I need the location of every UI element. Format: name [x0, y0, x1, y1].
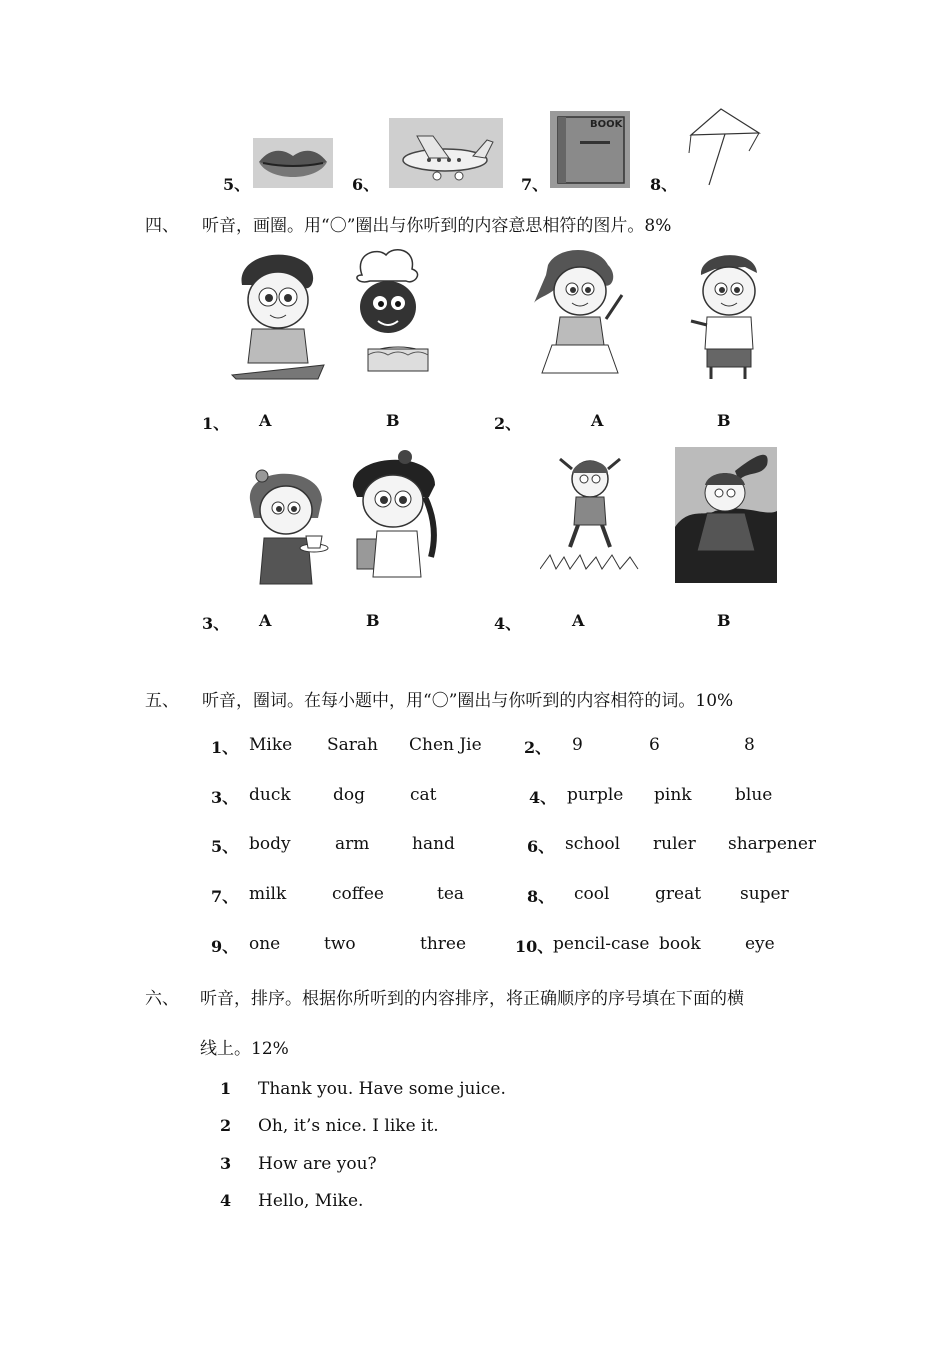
question-number: 5、	[211, 837, 239, 856]
word-option[interactable]: coffee	[332, 884, 384, 904]
word-option[interactable]: duck	[249, 785, 291, 805]
section-instruction: 听音，圈词。在每小题中，用“〇”圈出与你听到的内容相符的词。10%	[202, 691, 734, 711]
word-option[interactable]: one	[249, 934, 281, 954]
section-instruction: 听音，画圈。用“〇”圈出与你听到的内容意思相符的图片。8%	[202, 216, 672, 236]
kite-picture	[685, 105, 765, 187]
word-option[interactable]: super	[740, 884, 789, 904]
item-number: 5、	[223, 175, 251, 194]
word-option[interactable]: Mike	[249, 735, 293, 755]
section-index: 六、	[145, 989, 179, 1009]
word-option[interactable]: hand	[412, 834, 455, 854]
section-instruction: 听音，排序。根据你所听到的内容排序，将正确顺序的序号填在下面的横	[200, 989, 744, 1009]
boy-jumping-picture	[540, 455, 640, 575]
item-number: 6、	[352, 175, 380, 194]
sentence-number: 3	[220, 1154, 232, 1173]
chef-boy-cake-picture	[340, 245, 448, 380]
question-number: 4、	[529, 788, 557, 807]
item-number: 7、	[521, 175, 549, 194]
word-option[interactable]: great	[655, 884, 702, 904]
question-number: 2、	[524, 738, 552, 757]
question-number: 4、	[494, 614, 522, 633]
word-option[interactable]: three	[420, 934, 467, 954]
question-number: 10、	[515, 937, 554, 956]
boy-sitting-picture	[228, 245, 328, 380]
girl-tea-picture	[240, 460, 335, 588]
plane-picture	[389, 118, 503, 188]
word-option[interactable]: blue	[735, 785, 773, 805]
sentence-number: 2	[220, 1116, 232, 1135]
word-option[interactable]: 9	[572, 735, 583, 755]
word-option[interactable]: body	[249, 834, 291, 854]
lips-picture	[253, 138, 333, 188]
question-number: 6、	[527, 837, 555, 856]
section-index: 五、	[145, 691, 179, 711]
word-option[interactable]: arm	[335, 834, 370, 854]
word-option[interactable]: purple	[567, 785, 624, 805]
option-label: A	[572, 611, 585, 630]
question-number: 1、	[202, 414, 230, 433]
word-option[interactable]: ruler	[653, 834, 696, 854]
word-option[interactable]: milk	[249, 884, 287, 904]
word-option[interactable]: 8	[744, 735, 755, 755]
option-label: B	[386, 411, 400, 430]
word-option[interactable]: dog	[333, 785, 365, 805]
question-number: 3、	[202, 614, 230, 633]
option-label: A	[591, 411, 604, 430]
word-option[interactable]: cool	[574, 884, 610, 904]
option-label: A	[259, 611, 272, 630]
word-option[interactable]: sharpener	[728, 834, 817, 854]
question-number: 8、	[527, 887, 555, 906]
word-option[interactable]: Sarah	[327, 735, 378, 755]
word-option[interactable]: book	[659, 934, 701, 954]
girl-waving-picture	[528, 245, 633, 383]
word-option[interactable]: eye	[745, 934, 775, 954]
sentence-number: 4	[220, 1191, 232, 1210]
word-option[interactable]: pink	[654, 785, 692, 805]
sentence-text: Hello, Mike.	[258, 1191, 364, 1211]
question-number: 3、	[211, 788, 239, 807]
option-label: A	[259, 411, 272, 430]
section-instruction-continued: 线上。12%	[200, 1039, 289, 1059]
question-number: 2、	[494, 414, 522, 433]
word-option[interactable]: tea	[437, 884, 465, 904]
option-label: B	[366, 611, 380, 630]
word-option[interactable]: school	[565, 834, 621, 854]
word-option[interactable]: cat	[410, 785, 437, 805]
question-number: 7、	[211, 887, 239, 906]
question-number: 9、	[211, 937, 239, 956]
book-picture	[550, 111, 630, 188]
sentence-number: 1	[220, 1079, 232, 1098]
sentence-text: Thank you. Have some juice.	[258, 1079, 506, 1099]
word-option[interactable]: two	[324, 934, 356, 954]
item-number: 8、	[650, 175, 678, 194]
section-index: 四、	[145, 216, 179, 236]
book-label: BOOK	[590, 119, 623, 130]
sentence-text: Oh, it’s nice. I like it.	[258, 1116, 439, 1136]
girl-juice-picture	[345, 447, 445, 582]
word-option[interactable]: 6	[649, 735, 660, 755]
sentence-text: How are you?	[258, 1154, 377, 1174]
boy-pointing-picture	[685, 245, 775, 383]
option-label: B	[717, 411, 731, 430]
option-label: B	[717, 611, 731, 630]
word-option[interactable]: pencil-case	[553, 934, 650, 954]
question-number: 1、	[211, 738, 239, 757]
girl-grass-picture	[675, 447, 777, 583]
word-option[interactable]: Chen Jie	[409, 735, 482, 755]
